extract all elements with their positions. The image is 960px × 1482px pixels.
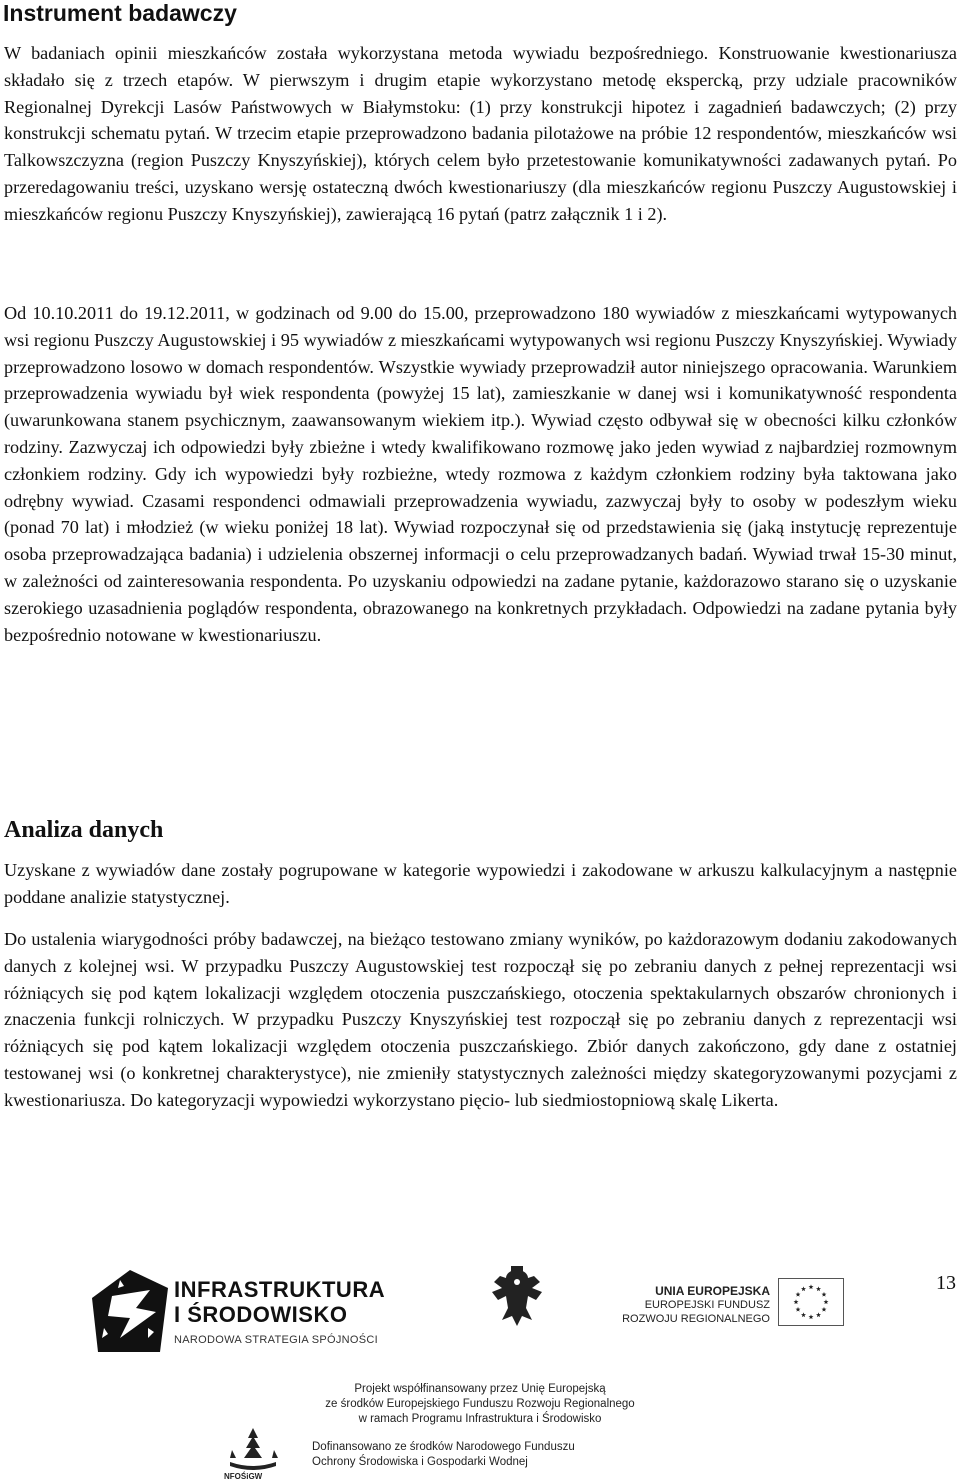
paragraph-instrument-2: Od 10.10.2011 do 19.12.2011, w godzinach od 9.00 do 15.00, przeprowadzono 180 wywiadów z mieszkańcami wytypowanych wsi regionu Puszczy Augustowskiej i 95 wywiadów z mieszkańcami wytypowanych wsi regionu Puszczy Knyszyńskiej. Wywiady przeprowadzono losowo w domach respondentów. Wszystkie wywiady przeprowadził autor niniejszego opracowania. Warunkiem przeprowadzenia wywiadu był wiek respondenta (powyżej 15 lat), zamieszkanie w danej wsi i komunikatywność respondenta (uwarunkowana stanem psychicznym, zaawansowanym wiekiem itp.). Wywiad często odbywał się w obecności kilku członków rodziny. Zazwyczaj ich odpowiedzi były zbieżne i wtedy kwalifikowano rozmowę jako jeden wywiad z najbardziej rozmownym członkiem rodziny. Gdy ich wypowiedzi były rozbieżne, wtedy rozmowa z każdym członkiem rodziny była taktowana jako odrębny wywiad. Czasami respondenci odmawiali przeprowadzenia wywiadu, zazwyczaj były to osoby w podeszłym wieku (ponad 70 lat) i młodzież (w wieku poniżej 18 lat). Wywiad rozpoczynał się od przedstawienia się (jaką instytucję reprezentuje osoba przeprowadzająca badania) i udzielenia obszernej informacji o celu przeprowadzanych badań. Wywiad trwał 15-30 minut, w zależności od zainteresowania respondenta. Po uzyskaniu odpowiedzi na zadane pytanie, każdorazowo starano się o uzyskanie szerokiego uzasadnienia poglądów respondenta, obrazowanego na konkretnych przykładach. Odpowiedzi na zadane pytania były bezpośrednio notowane w kwestionariuszu.	[4, 303, 957, 645]
funding-line3: w ramach Programu Infrastruktura i Środowisko	[358, 1413, 602, 1425]
nfos-line2: Ochrony Środowiska i Gospodarki Wodnej	[312, 1456, 528, 1468]
nfos-line1: Dofinansowano ze środków Narodowego Funduszu	[312, 1441, 575, 1453]
page-footer	[0, 1262, 960, 1482]
paragraph-instrument-1: W badaniach opinii mieszkańców została wykorzystana metoda wywiadu bezpośredniego. Konstruowanie kwestionariusza składało się z trzech etapów. W pierwszym i drugim etapie wykorzystano metodę ekspercką, przy udziale pracowników Regionalnej Dyrekcji Lasów Państwowych w Białymstoku: (1) przy konstrukcji hipotez i zagadnień badawczych; (2) przy konstrukcji schematu pytań. W trzecim etapie przeprowadzono badania pilotażowe na próbie 12 respondentów, mieszkańców wsi Talkowszczyzna (region Puszczy Knyszyńskiej), których celem było przetestowanie komunikatywności zadawanych pytań. Po przeredagowaniu treści, uzyskano wersję ostateczną dwóch kwestionariuszy (dla mieszkańców regionu Puszczy Augustowskiej i mieszkańców regionu Puszczy Knyszyńskiej), zawierającą 16 pytań (patrz załącznik 1 i 2).	[4, 43, 957, 224]
eu-line1: UNIA EUROPEJSKA	[655, 1284, 770, 1298]
eu-fund-text	[610, 1284, 770, 1326]
section-heading-instrument: Instrument badawczy	[3, 0, 237, 26]
funding-statement	[300, 1382, 660, 1427]
logo-infra-line2: I ŚRODOWISKO	[174, 1302, 348, 1327]
funding-line1: Projekt współfinansowany przez Unię Europejską	[354, 1383, 606, 1395]
eu-line2: EUROPEJSKI FUNDUSZ	[644, 1299, 770, 1311]
section-heading-analiza: Analiza danych	[4, 817, 164, 843]
nfos-name: NFOŚiGW	[224, 1472, 263, 1481]
logo-infra-line3: NARODOWA STRATEGIA SPÓJNOŚCI	[174, 1334, 378, 1346]
paragraph-analiza-1: Uzyskane z wywiadów dane zostały pogrupowane w kategorie wypowiedzi i zakodowane w arkuszu kalkulacyjnym a następnie poddane analizie statystycznej.	[4, 860, 957, 907]
polish-eagle-emblem-icon	[488, 1266, 546, 1330]
eu-line3: ROZWOJU REGIONALNEGO	[622, 1313, 770, 1325]
funding-line2: ze środków Europejskiego Funduszu Rozwoju Regionalnego	[325, 1398, 635, 1410]
infrastruktura-logo-icon	[90, 1268, 170, 1354]
paragraph-analiza-2: Do ustalenia wiarygodności próby badawczej, na bieżąco testowano zmiany wyników, po każdorazowym dodaniu zakodowanych danych z kolejnej wsi. W przypadku Puszczy Augustowskiej test rozpoczął się po zebraniu danych z pełnej reprezentacji wsi różniących się pod kątem lokalizacji względem otoczenia puszczańskiego, otoczenia spektakularnych obszarów chronionych i znaczenia funkcji rolniczych. W przypadku Puszczy Knyszyńskiej test rozpoczął się po zebraniu danych z reprezentacji wsi różniących się pod kątem lokalizacji względem otoczenia puszczańskiego. Zbiór danych zakończono, gdy dane z ostatniej testowanej wsi (o konkretnej charakterystyce), nie zmieniły statystycznych zależności między skategoryzowanymi pozycjami z kwestionariusza. Do kategoryzacji wypowiedzi wykorzystano pięcio- lub siedmiostopniową skalę Likerta.	[4, 929, 957, 1110]
nfos-statement	[312, 1440, 652, 1470]
nfosigw-logo-icon	[226, 1424, 280, 1478]
eu-flag-icon	[778, 1278, 844, 1326]
logo-infra-line1: INFRASTRUKTURA	[174, 1277, 386, 1302]
infrastruktura-logo	[90, 1268, 386, 1354]
page-number: 13	[936, 1272, 956, 1294]
